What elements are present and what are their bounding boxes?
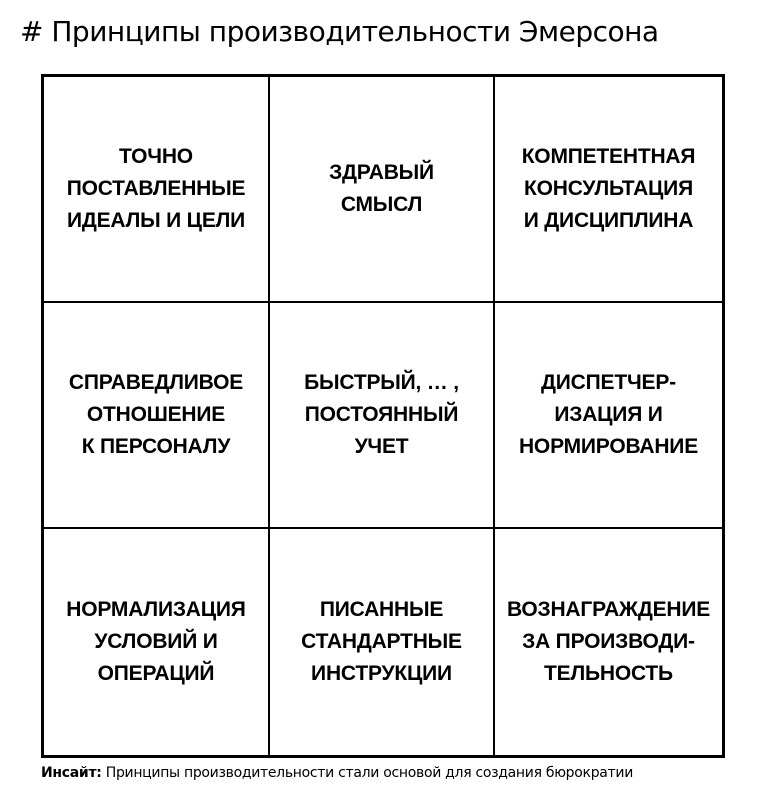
principle-text: КОМПЕТЕНТНАЯ КОНСУЛЬТАЦИЯ И ДИСЦИПЛИНА <box>521 145 696 232</box>
principle-cell-9 <box>495 529 722 755</box>
insight-text: Принципы производительности стали основой для создания бюрократии <box>101 765 634 781</box>
insight-label: Инсайт: <box>41 765 102 781</box>
principle-cell-1 <box>44 77 270 303</box>
principle-cell-3 <box>495 77 722 303</box>
principle-text: ТОЧНО ПОСТАВЛЕННЫЕ ИДЕАЛЫ И ЦЕЛИ <box>66 145 246 232</box>
principle-cell-8 <box>270 529 495 755</box>
principle-text: ПИСАННЫЕ СТАНДАРТНЫЕ ИНСТРУКЦИИ <box>301 598 462 685</box>
principle-text: БЫСТРЫЙ, … , ПОСТОЯННЫЙ УЧЕТ <box>304 371 459 458</box>
insight-caption <box>41 763 756 783</box>
principle-cell-7 <box>44 529 270 755</box>
principle-cell-5 <box>270 303 495 529</box>
principle-cell-6 <box>495 303 722 529</box>
principle-text: СПРАВЕДЛИВОЕ ОТНОШЕНИЕ К ПЕРСОНАЛУ <box>68 371 244 458</box>
principle-text: ДИСПЕТЧЕР- ИЗАЦИЯ И НОРМИРОВАНИЕ <box>518 371 699 458</box>
principle-text: ЗДРАВЫЙ СМЫСЛ <box>329 161 434 216</box>
principle-cell-4 <box>44 303 270 529</box>
page-title: # Принципы производительности Эмерсона <box>20 15 659 48</box>
principle-text: НОРМАЛИЗАЦИЯ УСЛОВИЙ И ОПЕРАЦИЙ <box>66 598 246 685</box>
principle-text: ВОЗНАГРАЖДЕНИЕ ЗА ПРОИЗВОДИ- ТЕЛЬНОСТЬ <box>506 598 711 685</box>
principles-grid <box>41 74 725 758</box>
principle-cell-2 <box>270 77 495 303</box>
